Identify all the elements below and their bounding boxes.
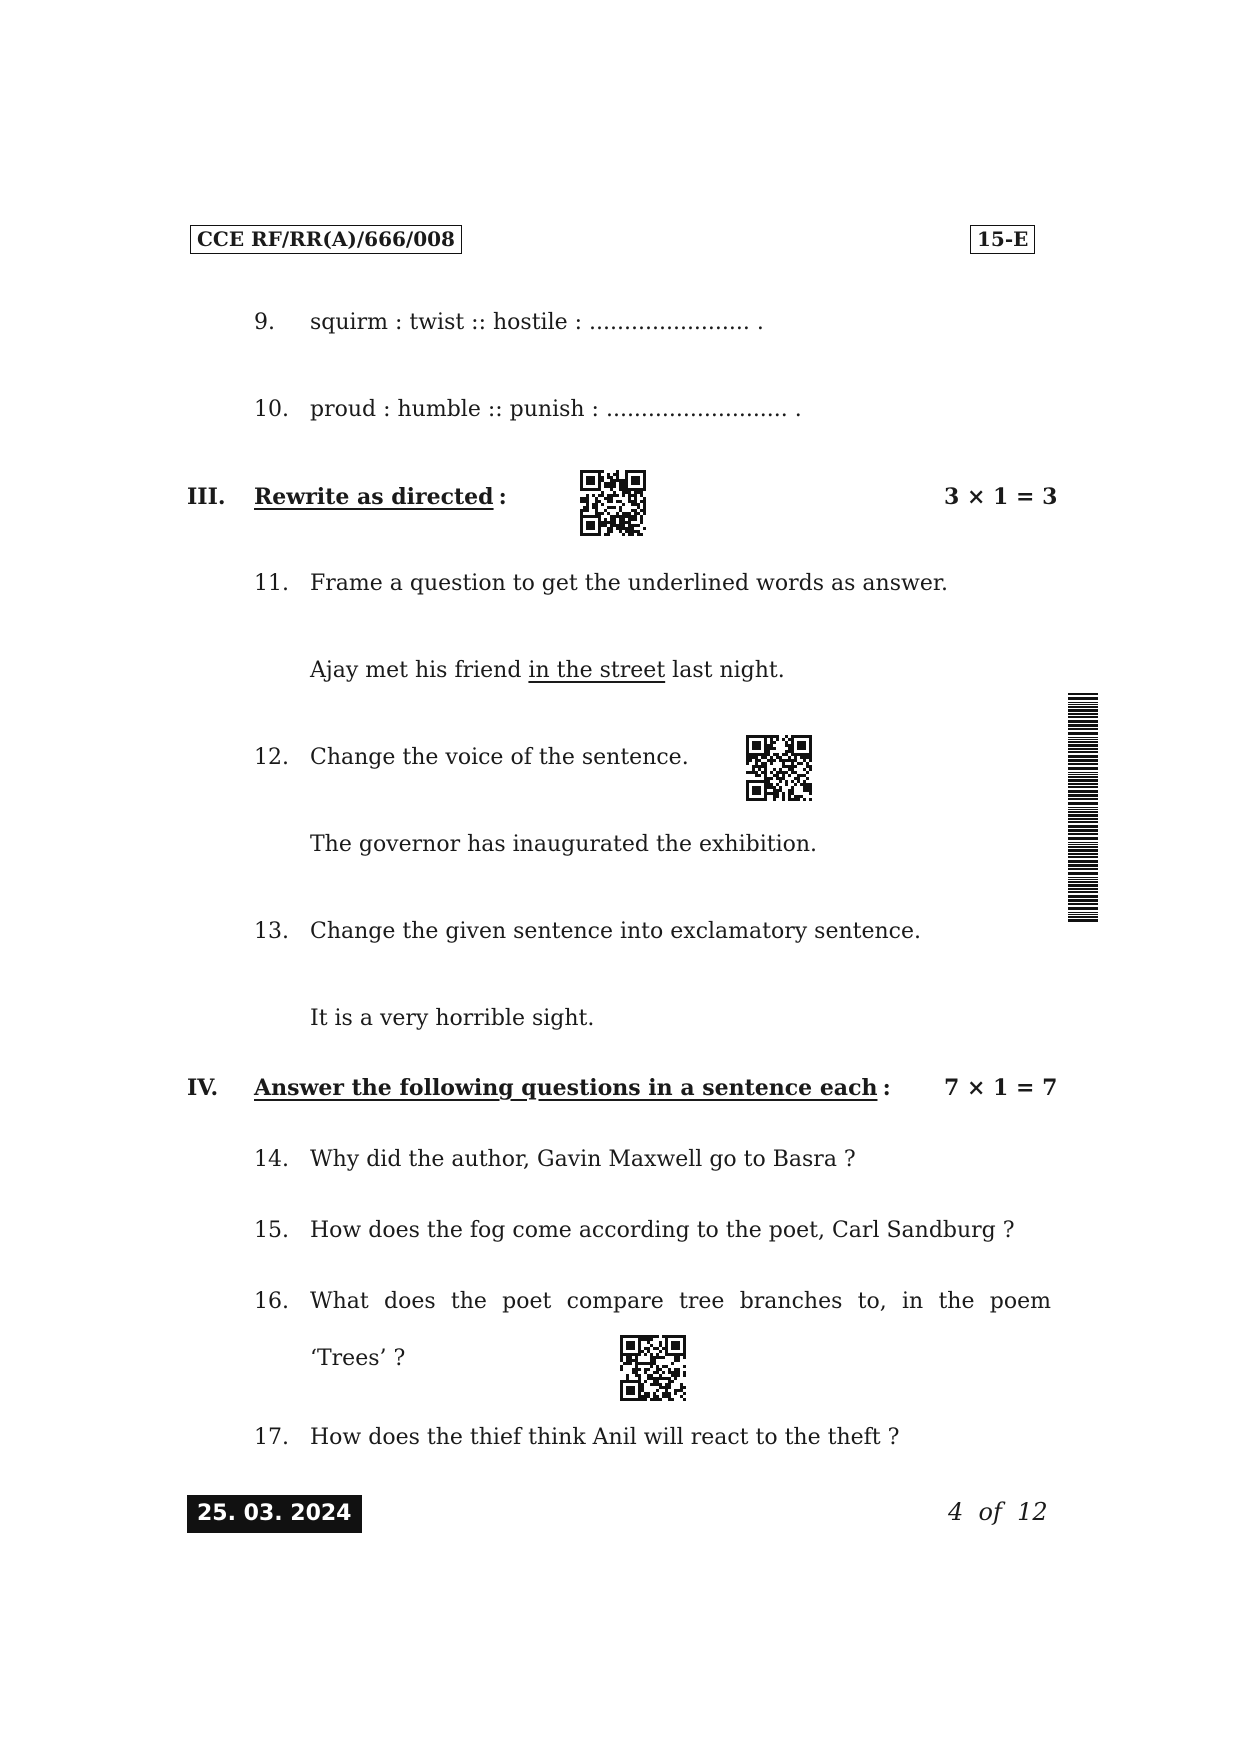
- question-text-16: [310, 1291, 1051, 1313]
- paper-code: CCE RF/RR(A)/666/008: [190, 225, 462, 254]
- question-number-17: 17.: [254, 1425, 289, 1450]
- q16-word: in: [901, 1289, 924, 1314]
- question-number-16: 16.: [254, 1289, 289, 1314]
- q16-word: the: [450, 1289, 487, 1314]
- page-current: 4: [948, 1498, 964, 1526]
- q16-word: to,: [857, 1289, 887, 1314]
- q16-word: What: [310, 1289, 369, 1314]
- question-text-15: How does the fog come according to the poet, Carl Sandburg ?: [310, 1218, 1015, 1243]
- section-4-title: Answer the following questions in a sentence each: [254, 1075, 878, 1101]
- question-text-17: How does the thief think Anil will react to the theft ?: [310, 1425, 900, 1450]
- section-4-marks: 7 × 1 = 7: [944, 1075, 1058, 1101]
- section-4-number: IV.: [187, 1075, 219, 1101]
- question-text-13: Change the given sentence into exclamatory sentence.: [310, 919, 922, 944]
- section-3-number: III.: [187, 484, 226, 510]
- question-13-example: It is a very horrible sight.: [310, 1006, 595, 1031]
- question-text-11: Frame a question to get the underlined words as answer.: [310, 571, 948, 596]
- qr-code-icon: [746, 733, 812, 803]
- item-number-9: 9.: [254, 310, 275, 335]
- q16-word: does: [384, 1289, 436, 1314]
- section-4-colon: :: [882, 1075, 891, 1101]
- question-12-example: The governor has inaugurated the exhibition.: [310, 832, 818, 857]
- item-text-9: squirm : twist :: hostile : ....................... .: [310, 310, 764, 335]
- question-number-11: 11.: [254, 571, 289, 596]
- q16-word: branches: [739, 1289, 843, 1314]
- question-number-14: 14.: [254, 1147, 289, 1172]
- q16-word: the: [938, 1289, 975, 1314]
- question-text-12: Change the voice of the sentence.: [310, 745, 689, 770]
- section-3-colon: :: [498, 484, 507, 510]
- question-text-14: Why did the author, Gavin Maxwell go to Basra ?: [310, 1147, 856, 1172]
- section-3-heading: [254, 486, 507, 508]
- section-4-heading: [254, 1077, 891, 1099]
- page-number: [948, 1500, 1048, 1524]
- q16-word: compare: [566, 1289, 664, 1314]
- page-total: 12: [1017, 1498, 1048, 1526]
- q16-word: tree: [679, 1289, 725, 1314]
- question-11-example: [310, 660, 785, 682]
- page-of: of: [978, 1498, 1002, 1526]
- qr-code-icon: [620, 1333, 686, 1403]
- q16-word: poet: [502, 1289, 552, 1314]
- underlined-words: in the street: [528, 658, 666, 683]
- example-before: Ajay met his friend: [310, 658, 529, 683]
- question-number-13: 13.: [254, 919, 289, 944]
- item-text-10: proud : humble :: punish : .......................... .: [310, 397, 802, 422]
- example-after: last night.: [665, 658, 785, 683]
- exam-date: 25. 03. 2024: [187, 1495, 362, 1533]
- qr-code-icon: [580, 468, 646, 538]
- item-number-10: 10.: [254, 397, 289, 422]
- question-text-16-line2: ‘Trees’ ?: [310, 1346, 406, 1371]
- q16-word: poem: [989, 1289, 1051, 1314]
- section-3-title: Rewrite as directed: [254, 484, 494, 510]
- version-code: 15-E: [970, 225, 1035, 254]
- section-3-marks: 3 × 1 = 3: [944, 484, 1058, 510]
- question-number-15: 15.: [254, 1218, 289, 1243]
- question-number-12: 12.: [254, 745, 289, 770]
- barcode-icon: [1068, 693, 1098, 923]
